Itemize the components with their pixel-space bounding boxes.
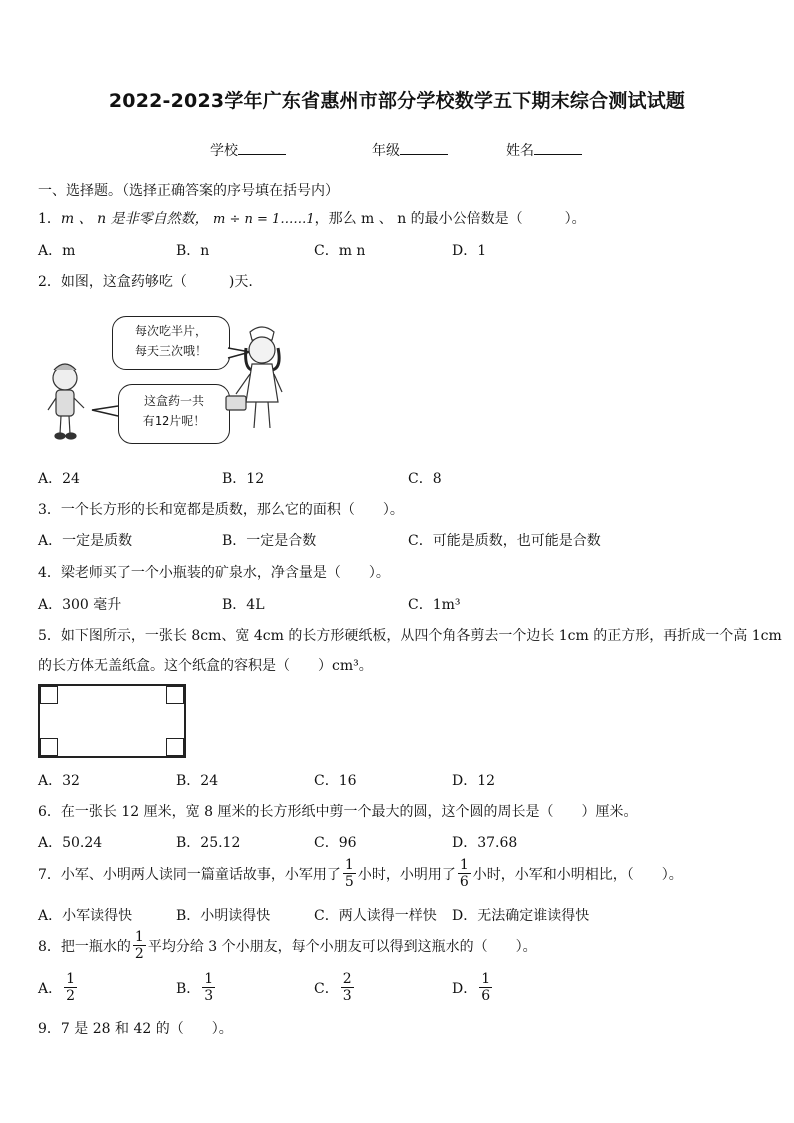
q8-c-fraction	[341, 972, 354, 1003]
question-8	[38, 930, 537, 961]
q4-text: 梁老师买了一个小瓶装的矿泉水，净含量是（ ）。	[60, 565, 390, 581]
q8-d-label: D．	[452, 980, 478, 997]
q2-option-a: A．24	[38, 471, 80, 487]
q8-d-fraction	[479, 972, 492, 1003]
corner-square-bl	[40, 738, 58, 756]
q7-text-b: 小时，小明用了	[357, 866, 456, 883]
q2-option-b: B．12	[222, 471, 265, 487]
q9-text: 7 是 28 和 42 的（ ）。	[60, 1021, 233, 1037]
q8-b-denominator: 3	[204, 988, 214, 1004]
q2-number: 2．	[38, 274, 61, 290]
q8-option-c	[314, 972, 356, 1003]
q7-number: 7．	[38, 866, 61, 883]
q7-option-b: B．小明读得快	[176, 908, 271, 924]
q3-option-c: C．可能是质数，也可能是合数	[408, 533, 601, 549]
q5-line1: 如下图所示，一张长 8cm、宽 4cm 的长方形硬纸板，从四个角各剪去一个边长 1cm 的正方形，再折成一个高 1cm	[60, 628, 782, 644]
q7-fraction-1	[343, 858, 356, 889]
bubble2-line1: 这盒药一共	[143, 394, 204, 408]
q8-option-b	[176, 972, 217, 1003]
question-3	[38, 499, 404, 519]
q1-formula: m ÷ n = 1……1	[213, 212, 315, 227]
q1-option-c: C．m n	[314, 243, 366, 259]
question-5-line1	[38, 625, 782, 645]
q8-text-a: 把一瓶水的	[60, 938, 131, 955]
q7-f2-denominator: 6	[459, 874, 469, 890]
q3-number: 3．	[38, 502, 61, 518]
q5-option-a: A．32	[38, 773, 80, 789]
q3-option-b: B．一定是合数	[222, 533, 317, 549]
q4-option-a: A．300 毫升	[38, 597, 122, 613]
corner-square-br	[166, 738, 184, 756]
grade-label: 年级	[372, 143, 400, 159]
q8-option-d	[452, 972, 494, 1003]
q8-c-label: C．	[314, 980, 339, 997]
q8-d-denominator: 6	[481, 988, 491, 1004]
q1-option-a: A．m	[38, 243, 76, 259]
q8-f-numerator: 1	[134, 929, 144, 945]
q7-fraction-2	[458, 858, 471, 889]
q4-option-c: C．1m³	[408, 597, 461, 613]
q7-text-a: 小军、小明两人读同一篇童话故事，小军用了	[60, 866, 341, 883]
q1-option-b: B．n	[176, 243, 210, 259]
q1-option-d: D．1	[452, 243, 487, 259]
q6-text: 在一张长 12 厘米，宽 8 厘米的长方形纸中剪一个最大的圆，这个圆的周长是（ ）厘米。	[60, 804, 638, 820]
q7-option-d: D．无法确定谁读得快	[452, 908, 590, 924]
section-heading: 一、选择题。（选择正确答案的序号填在括号内）	[38, 183, 339, 199]
q7-f1-numerator: 1	[344, 857, 354, 873]
q7-f2-numerator: 1	[459, 857, 469, 873]
page-title: 2022-2023学年广东省惠州市部分学校数学五下期末综合测试试题	[108, 90, 686, 112]
q9-number: 9．	[38, 1021, 61, 1037]
name-label: 姓名	[506, 143, 534, 159]
question-1	[38, 208, 586, 228]
q8-fraction	[133, 930, 146, 961]
q1-post: ，那么 m 、 n 的最小公倍数是（ ）。	[314, 211, 586, 227]
q5-cardboard-rectangle	[38, 684, 186, 758]
q5-option-c: C．16	[314, 773, 357, 789]
q6-option-c: C．96	[314, 835, 357, 851]
grade-blank	[400, 142, 448, 155]
nurse-figure	[226, 327, 282, 428]
child-bubble-tail	[92, 406, 118, 416]
school-field	[210, 140, 286, 160]
corner-square-tr	[166, 686, 184, 704]
q8-b-numerator: 1	[204, 971, 214, 987]
q5-option-b: B．24	[176, 773, 219, 789]
q1-pre: m 、 n 是非零自然数，	[60, 211, 209, 227]
q3-option-a: A．一定是质数	[38, 533, 133, 549]
q2-figures	[30, 318, 300, 448]
name-blank	[534, 142, 582, 155]
q2-text: 如图，这盒药够吃（ )天.	[60, 274, 253, 290]
q8-option-a	[38, 972, 79, 1003]
q8-f-denominator: 2	[134, 946, 144, 962]
bubble2-line2: 有12片呢！	[142, 414, 206, 428]
q8-a-numerator: 1	[66, 971, 76, 987]
q7-option-c: C．两人读得一样快	[314, 908, 437, 924]
question-2	[38, 271, 253, 291]
question-4	[38, 562, 390, 582]
q6-option-a: A．50.24	[38, 835, 103, 851]
q8-a-fraction	[64, 972, 77, 1003]
q8-a-denominator: 2	[66, 988, 76, 1004]
name-field	[506, 140, 582, 160]
q8-b-fraction	[202, 972, 215, 1003]
bubble1-line2: 每天三次哦！	[134, 344, 207, 358]
question-9	[38, 1018, 233, 1038]
bubble1-line1: 每次吃半片，	[134, 324, 207, 338]
q5-line2: 的长方体无盖纸盒。这个纸盒的容积是（ ）cm³。	[38, 658, 373, 674]
q7-option-a: A．小军读得快	[38, 908, 133, 924]
school-blank	[238, 142, 286, 155]
grade-field	[372, 140, 448, 160]
q3-text: 一个长方形的长和宽都是质数，那么它的面积（ ）。	[60, 502, 404, 518]
question-6	[38, 801, 637, 821]
corner-square-tl	[40, 686, 58, 704]
question-7	[38, 858, 683, 889]
q6-option-d: D．37.68	[452, 835, 518, 851]
q8-a-label: A．	[38, 980, 63, 997]
q8-number: 8．	[38, 938, 61, 955]
q6-option-b: B．25.12	[176, 835, 241, 851]
q7-text-c: 小时，小军和小明相比，（ ）。	[472, 866, 683, 883]
q4-option-b: B．4L	[222, 597, 265, 613]
q8-c-denominator: 3	[342, 988, 352, 1004]
q2-option-c: C．8	[408, 471, 442, 487]
q6-number: 6．	[38, 804, 61, 820]
q4-number: 4．	[38, 565, 61, 581]
q5-option-d: D．12	[452, 773, 496, 789]
q1-number: 1．	[38, 211, 61, 227]
q8-c-numerator: 2	[342, 971, 352, 987]
q8-b-label: B．	[176, 980, 201, 997]
child-figure	[48, 364, 84, 439]
q8-text-b: 平均分给 3 个小朋友，每个小朋友可以得到这瓶水的（ ）。	[147, 938, 537, 955]
q5-number: 5．	[38, 628, 61, 644]
school-label: 学校	[210, 143, 238, 159]
q8-d-numerator: 1	[481, 971, 491, 987]
q7-f1-denominator: 5	[344, 874, 354, 890]
